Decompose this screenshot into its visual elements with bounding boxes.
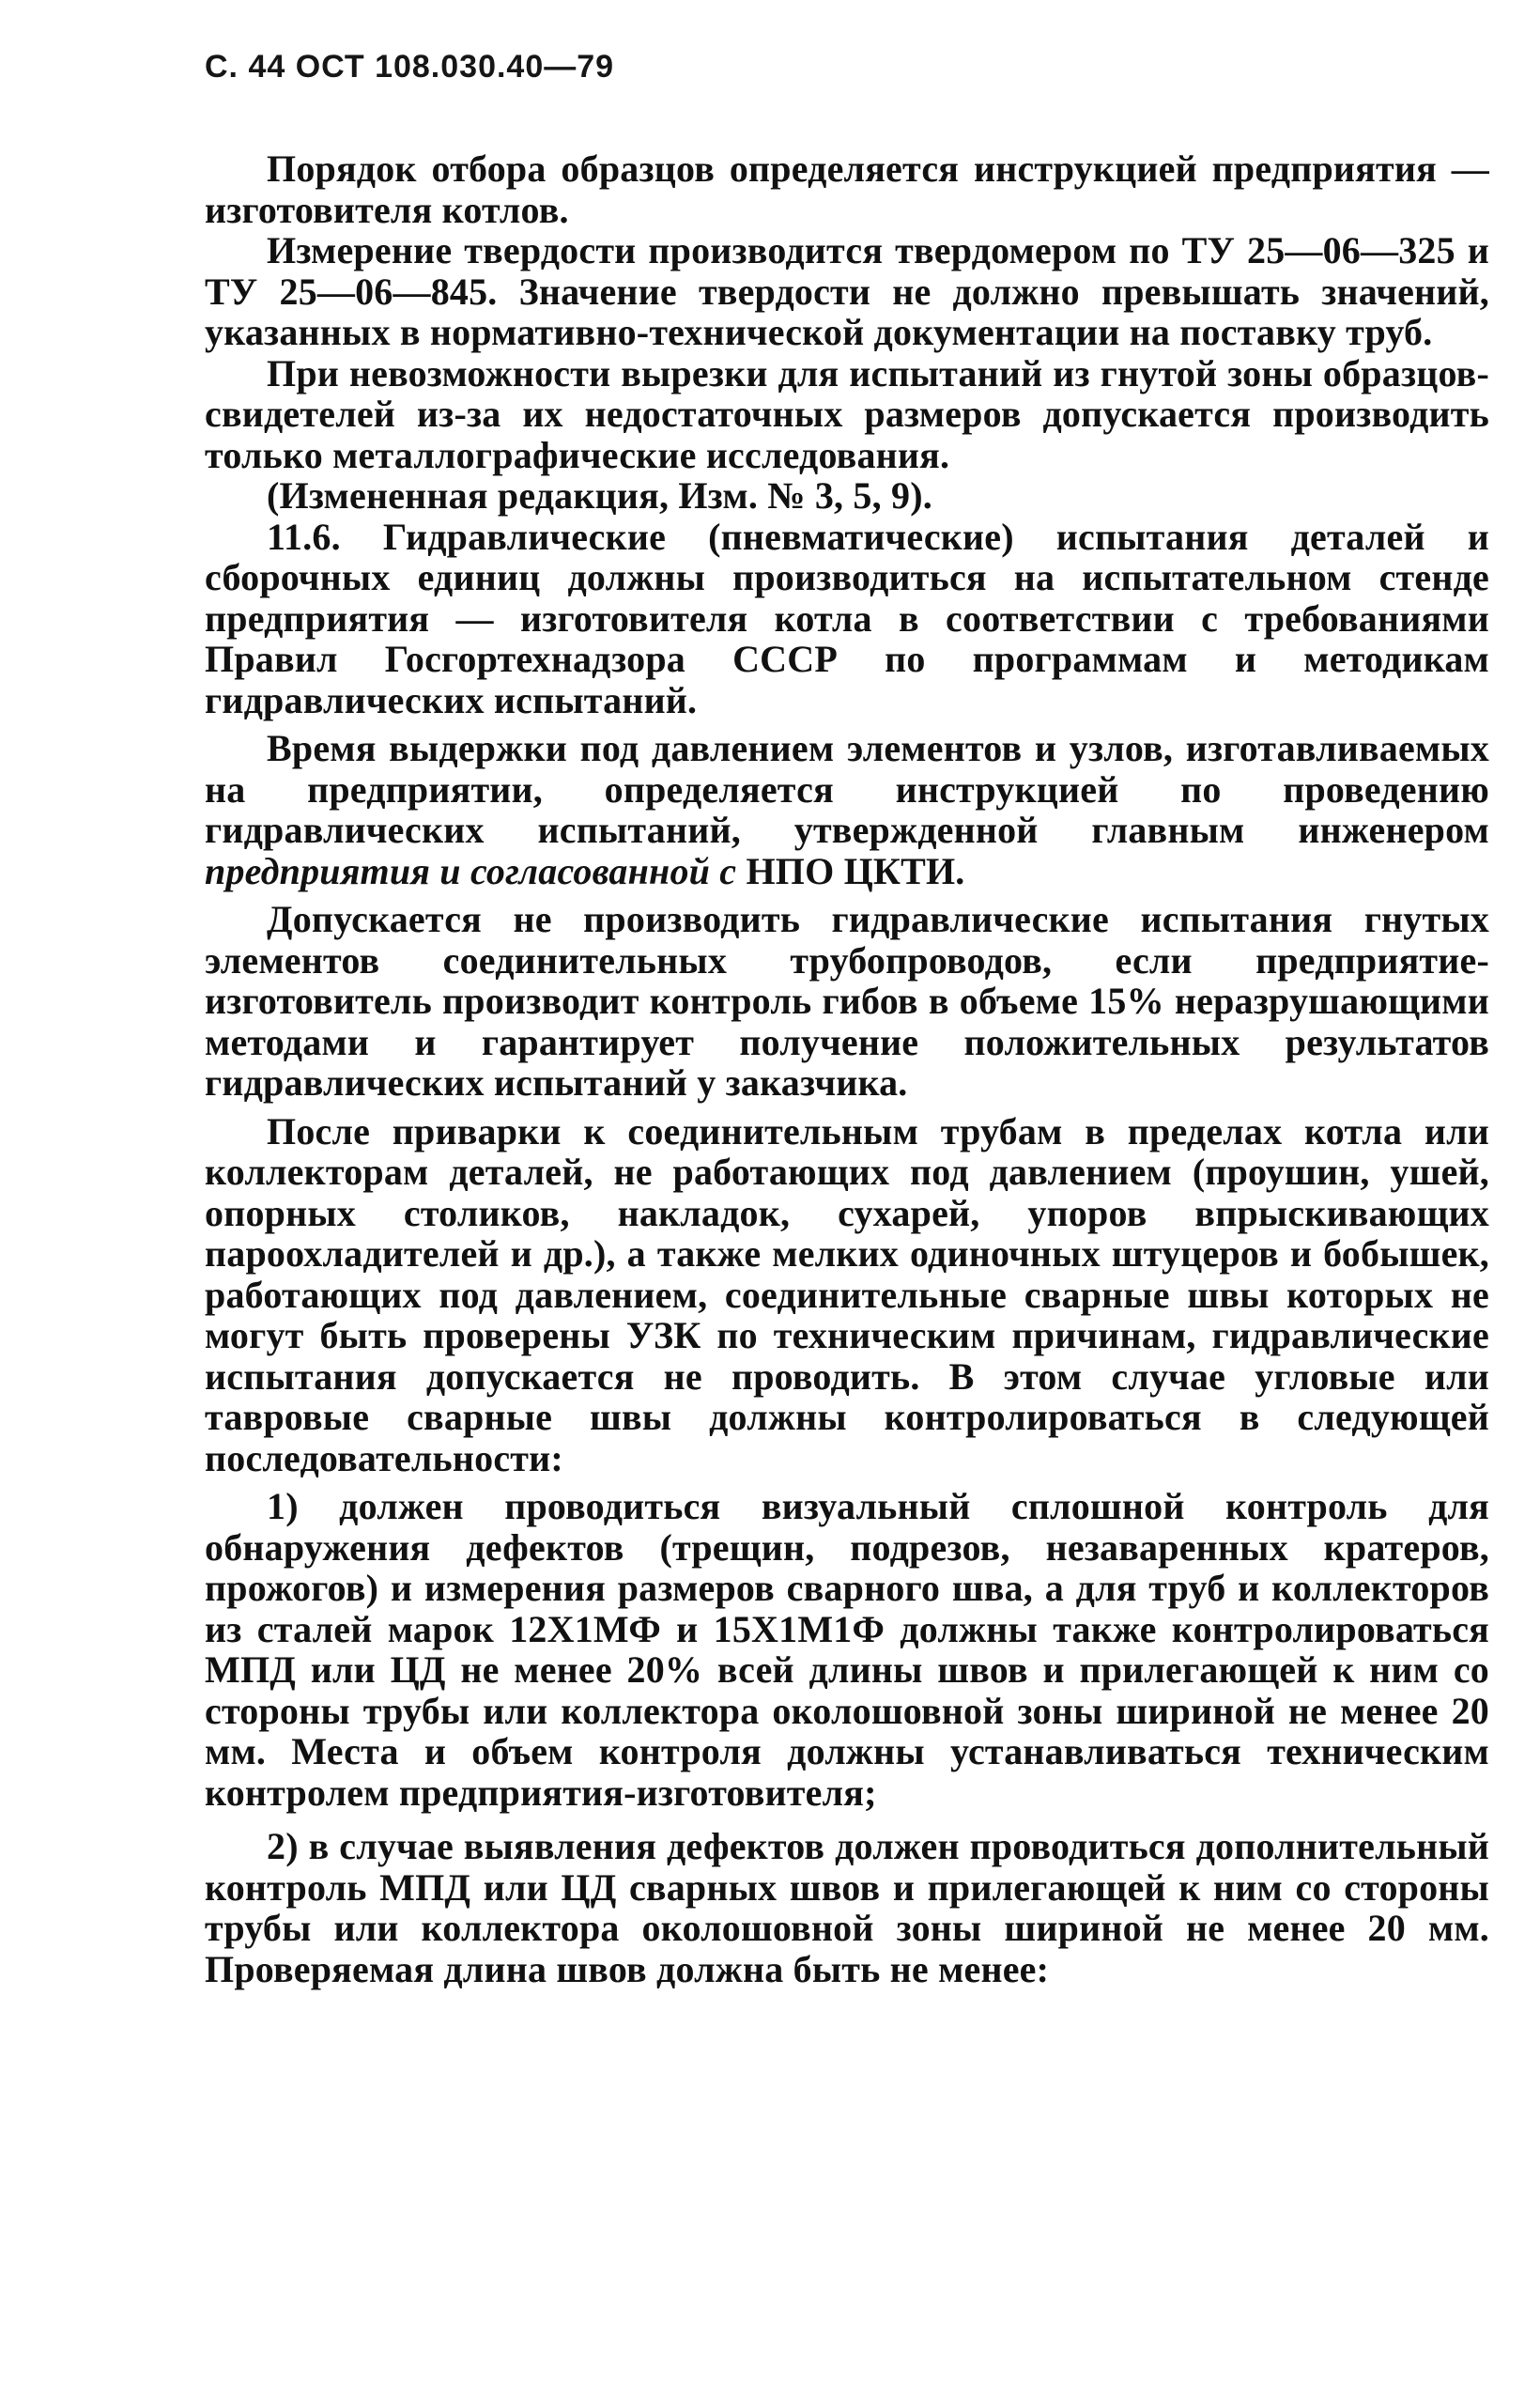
paragraph-sample-order: Порядок отбора образцов определяется инструкцией предприятия — изготовителя котлов. bbox=[205, 147, 1489, 231]
paragraph-welding-attachments: После приварки к соединительным трубам в пределах котла или коллекторам деталей, не работающих под давлением (проушин, ушей, опорных столиков, накладок, сухарей, упоров впрыскивающих пароохладителей и др.), а также мелких одиночных штуцеров и бобышек, работающих под давлением, соединительные сварные швы которых не могут быть проверены УЗК по техническим причинам, гидравлические испытания допускается не проводить. В этом случае угловые или тавровые сварные швы должны контролироваться в следующей последовательности: bbox=[205, 1109, 1489, 1479]
holding-time-tail: НПО ЦКТИ. bbox=[746, 849, 965, 892]
holding-time-main: Время выдержки под давлением элементов и узлов, изготавливаемых на предприятии, определяется инструкцией по проведению гидравлических испытаний, утвержденной главным инженером bbox=[205, 727, 1489, 851]
paragraph-bent-elements: Допускается не производить гидравлические испытания гнутых элементов соединительных трубопроводов, если предприятие-изготовитель производит контроль гибов в объеме 15% неразрушающими методами и гарантирует получение положительных результатов гидравлических испытаний у заказчика. bbox=[205, 898, 1489, 1104]
paragraph-item-2: 2) в случае выявления дефектов должен проводиться дополнительный контроль МПД или ЦД сварных швов и прилегающей к ним со стороны трубы или коллектора околошовной зоны шириной не менее 20 мм. Проверяемая длина швов должна быть не менее: bbox=[205, 1825, 1489, 1990]
paragraph-hydraulic-tests: 11.6. Гидравлические (пневматические) испытания деталей и сборочных единиц должны производиться на испытательном стенде предприятия — изготовителя котла в соответствии с требованиями Правил Госгортехнадзора СССР по программам и методикам гидравлических испытаний. bbox=[205, 515, 1489, 721]
paragraph-item-1: 1) должен проводиться визуальный сплошной контроль для обнаружения дефектов (трещин, подрезов, незаваренных кратеров, прожогов) и измерения размеров сварного шва, а для труб и коллекторов из сталей марок 12Х1МФ и 15Х1М1Ф должны также контролироваться МПД или ЦД не менее 20% всей длины швов и прилегающей к ним со стороны трубы или коллектора околошовной зоны шириной не менее 20 мм. Места и объем контроля должны устанавливаться техническим контролем предприятия-изготовителя; bbox=[205, 1485, 1489, 1814]
holding-time-italic: предприятия и согласованной с bbox=[205, 849, 737, 892]
document-body bbox=[205, 148, 1489, 1997]
page-header: С. 44 ОСТ 108.030.40—79 bbox=[205, 49, 615, 85]
paragraph-metallography: При невозможности вырезки для испытаний из гнутой зоны образцов-свидетелей из-за их недостаточных размеров допускается производить только металлографические исследования. bbox=[205, 351, 1489, 476]
paragraph-revision-note: (Измененная редакция, Изм. № 3, 5, 9). bbox=[267, 474, 932, 517]
paragraph-holding-time bbox=[205, 728, 1489, 891]
paragraph-hardness-measurement: Измерение твердости производится твердомером по ТУ 25—06—325 и ТУ 25—06—845. Значение твердости не должно превышать значений, указанных в нормативно-технической документации на поставку труб. bbox=[205, 229, 1489, 353]
